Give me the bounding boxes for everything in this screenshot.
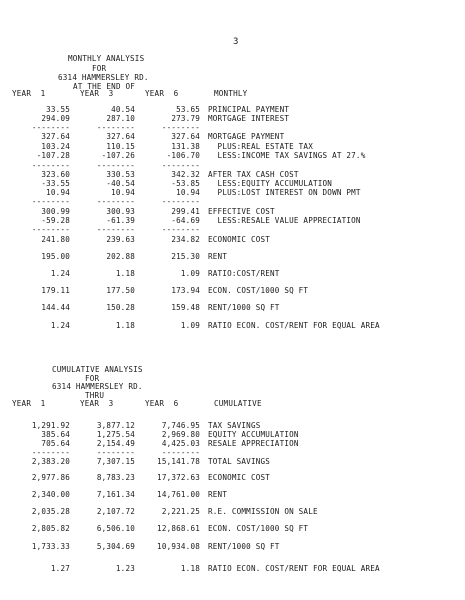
monthly-row-label: PRINCIPAL PAYMENT xyxy=(208,105,290,114)
cumulative-row-label: RESALE APPRECIATION xyxy=(208,439,299,448)
monthly-cell-c1: -------- xyxy=(31,225,70,234)
cumulative-cell-c3: 2,969.80 xyxy=(161,430,200,439)
cumulative-cell-c2: 6,506.10 xyxy=(96,524,135,533)
monthly-cell-c2: -------- xyxy=(96,197,135,206)
cumulative-cell-c1: 2,340.00 xyxy=(31,490,70,499)
monthly-cell-c3: 215.30 xyxy=(171,252,200,261)
cumulative-cell-c1: 1,291.92 xyxy=(31,421,70,430)
monthly-row-label: LESS:EQUITY ACCUMULATION xyxy=(208,179,333,188)
monthly-cell-c1: 144.44 xyxy=(41,303,70,312)
cumulative-cell-c1: 2,035.28 xyxy=(31,507,70,516)
monthly-cell-c1: -59.28 xyxy=(41,216,70,225)
cumulative-cell-c1: 2,977.86 xyxy=(31,473,70,482)
monthly-cell-c2: 287.10 xyxy=(106,114,135,123)
monthly-cell-c1: 103.24 xyxy=(41,142,70,151)
monthly-cell-c3: 53.65 xyxy=(176,105,200,114)
monthly-cell-c1: 195.00 xyxy=(41,252,70,261)
cumulative-cell-c2: 2,107.72 xyxy=(96,507,135,516)
monthly-cell-c3: 1.09 xyxy=(180,269,200,278)
cumulative-row-label: TAX SAVINGS xyxy=(208,421,261,430)
monthly-cell-c3: 234.82 xyxy=(171,235,200,244)
cumulative-cell-c3: 7,746.95 xyxy=(161,421,200,430)
monthly-cell-c2: 1.18 xyxy=(115,321,135,330)
monthly-row-label: EFFECTIVE COST xyxy=(208,207,275,216)
monthly-cell-c3: -------- xyxy=(161,225,200,234)
monthly-cell-c2: 202.88 xyxy=(106,252,135,261)
monthly-cell-c1: -------- xyxy=(31,161,70,170)
cumulative-cell-c2: 8,783.23 xyxy=(96,473,135,482)
monthly-cell-c2: 1.18 xyxy=(115,269,135,278)
cumulative-cell-c1: 2,383.20 xyxy=(31,457,70,466)
monthly-cell-c2: 300.93 xyxy=(106,207,135,216)
monthly-title: MONTHLY ANALYSIS xyxy=(68,54,145,63)
monthly-cell-c2: 40.54 xyxy=(111,105,135,114)
monthly-row-label: ECONOMIC COST xyxy=(208,235,271,244)
monthly-cell-c2: -61.39 xyxy=(106,216,135,225)
cumulative-row-label: RATIO ECON. COST/RENT FOR EQUAL AREA xyxy=(208,564,380,573)
monthly-cell-c1: 33.55 xyxy=(46,105,70,114)
cumulative-title: CUMULATIVE ANALYSIS xyxy=(52,365,143,374)
cumulative-row-label: RENT/1000 SQ FT xyxy=(208,542,280,551)
monthly-cell-c3: -------- xyxy=(161,161,200,170)
monthly-cell-c2: -------- xyxy=(96,225,135,234)
cumulative-header-year6: YEAR 6 xyxy=(145,399,179,408)
monthly-cell-c3: 299.41 xyxy=(171,207,200,216)
cumulative-row-label: RENT xyxy=(208,490,228,499)
cumulative-header-label: CUMULATIVE xyxy=(214,399,262,408)
cumulative-cell-c2: -------- xyxy=(96,448,135,457)
monthly-cell-c3: 342.32 xyxy=(171,170,200,179)
monthly-header-year1: YEAR 1 xyxy=(12,89,46,98)
monthly-row-label: RENT xyxy=(208,252,228,261)
monthly-row-label: PLUS:LOST INTEREST ON DOWN PMT xyxy=(208,188,361,197)
monthly-row-label: MORTGAGE INTEREST xyxy=(208,114,290,123)
cumulative-cell-c2: 1,275.54 xyxy=(96,430,135,439)
cumulative-cell-c1: -------- xyxy=(31,448,70,457)
monthly-row-label: ECON. COST/1000 SQ FT xyxy=(208,286,309,295)
monthly-cell-c3: 131.38 xyxy=(171,142,200,151)
monthly-row-label: LESS:RESALE VALUE APPRECIATION xyxy=(208,216,361,225)
monthly-cell-c3: -53.85 xyxy=(171,179,200,188)
monthly-cell-c2: -------- xyxy=(96,161,135,170)
monthly-cell-c3: -106.70 xyxy=(166,151,200,160)
monthly-cell-c2: 110.15 xyxy=(106,142,135,151)
cumulative-cell-c3: -------- xyxy=(161,448,200,457)
monthly-cell-c3: 10.94 xyxy=(176,188,200,197)
monthly-row-label: MORTGAGE PAYMENT xyxy=(208,132,285,141)
cumulative-header-year3: YEAR 3 xyxy=(80,399,114,408)
cumulative-row-label: R.E. COMMISSION ON SALE xyxy=(208,507,318,516)
cumulative-cell-c2: 7,161.34 xyxy=(96,490,135,499)
monthly-cell-c1: 241.80 xyxy=(41,235,70,244)
cumulative-cell-c3: 15,141.78 xyxy=(157,457,200,466)
monthly-cell-c2: 10.94 xyxy=(111,188,135,197)
monthly-cell-c2: 239.63 xyxy=(106,235,135,244)
monthly-cell-c3: -------- xyxy=(161,123,200,132)
monthly-row-label: AFTER TAX CASH COST xyxy=(208,170,299,179)
monthly-cell-c2: 327.64 xyxy=(106,132,135,141)
page-number: 3 xyxy=(233,37,239,47)
monthly-row-label: RENT/1000 SQ FT xyxy=(208,303,280,312)
monthly-row-label: LESS:INCOME TAX SAVINGS AT 27.% xyxy=(208,151,366,160)
monthly-cell-c3: -64.69 xyxy=(171,216,200,225)
monthly-cell-c3: 173.94 xyxy=(171,286,200,295)
monthly-cell-c3: -------- xyxy=(161,197,200,206)
monthly-cell-c1: -33.55 xyxy=(41,179,70,188)
cumulative-row-label: EQUITY ACCUMULATION xyxy=(208,430,299,439)
cumulative-cell-c3: 4,425.03 xyxy=(161,439,200,448)
monthly-cell-c1: -107.28 xyxy=(36,151,70,160)
cumulative-cell-c3: 12,868.61 xyxy=(157,524,200,533)
monthly-cell-c1: 300.99 xyxy=(41,207,70,216)
monthly-cell-c1: -------- xyxy=(31,123,70,132)
cumulative-cell-c2: 1.23 xyxy=(115,564,135,573)
cumulative-cell-c1: 1,733.33 xyxy=(31,542,70,551)
cumulative-address: 6314 HAMMERSLEY RD. xyxy=(52,382,143,391)
cumulative-row-label: ECONOMIC COST xyxy=(208,473,271,482)
monthly-cell-c3: 1.09 xyxy=(180,321,200,330)
cumulative-cell-c2: 5,304.69 xyxy=(96,542,135,551)
cumulative-cell-c1: 2,805.82 xyxy=(31,524,70,533)
monthly-cell-c1: 10.94 xyxy=(46,188,70,197)
monthly-header-year3: YEAR 3 xyxy=(80,89,114,98)
monthly-cell-c2: -107.26 xyxy=(101,151,135,160)
monthly-header-year6: YEAR 6 xyxy=(145,89,179,98)
monthly-row-label: RATIO:COST/RENT xyxy=(208,269,280,278)
monthly-cell-c2: 177.50 xyxy=(106,286,135,295)
monthly-address: 6314 HAMMERSLEY RD. xyxy=(58,73,149,82)
cumulative-cell-c1: 705.64 xyxy=(41,439,70,448)
monthly-cell-c1: 179.11 xyxy=(41,286,70,295)
cumulative-cell-c2: 2,154.49 xyxy=(96,439,135,448)
monthly-cell-c3: 327.64 xyxy=(171,132,200,141)
cumulative-cell-c1: 385.64 xyxy=(41,430,70,439)
cumulative-cell-c2: 7,307.15 xyxy=(96,457,135,466)
monthly-cell-c1: 323.60 xyxy=(41,170,70,179)
cumulative-cell-c1: 1.27 xyxy=(50,564,70,573)
monthly-cell-c3: 159.48 xyxy=(171,303,200,312)
cumulative-cell-c3: 14,761.00 xyxy=(157,490,200,499)
monthly-cell-c1: 294.09 xyxy=(41,114,70,123)
monthly-header-label: MONTHLY xyxy=(214,89,248,98)
cumulative-row-label: ECON. COST/1000 SQ FT xyxy=(208,524,309,533)
monthly-cell-c2: -40.54 xyxy=(106,179,135,188)
monthly-title-for: FOR xyxy=(92,64,107,73)
monthly-cell-c2: -------- xyxy=(96,123,135,132)
monthly-cell-c1: 327.64 xyxy=(41,132,70,141)
monthly-cell-c2: 330.53 xyxy=(106,170,135,179)
cumulative-cell-c3: 10,934.08 xyxy=(157,542,200,551)
monthly-cell-c1: 1.24 xyxy=(50,321,70,330)
cumulative-cell-c2: 3,877.12 xyxy=(96,421,135,430)
cumulative-cell-c3: 2,221.25 xyxy=(161,507,200,516)
cumulative-row-label: TOTAL SAVINGS xyxy=(208,457,271,466)
monthly-cell-c2: 150.28 xyxy=(106,303,135,312)
monthly-cell-c3: 273.79 xyxy=(171,114,200,123)
monthly-row-label: PLUS:REAL ESTATE TAX xyxy=(208,142,313,151)
monthly-subtitle: AT THE END OF xyxy=(73,82,136,91)
cumulative-title-for: FOR xyxy=(85,374,100,383)
cumulative-subtitle: THRU xyxy=(85,391,105,400)
monthly-row-label: RATIO ECON. COST/RENT FOR EQUAL AREA xyxy=(208,321,380,330)
cumulative-cell-c3: 17,372.63 xyxy=(157,473,200,482)
cumulative-header-year1: YEAR 1 xyxy=(12,399,46,408)
monthly-cell-c1: -------- xyxy=(31,197,70,206)
monthly-cell-c1: 1.24 xyxy=(50,269,70,278)
cumulative-cell-c3: 1.18 xyxy=(180,564,200,573)
